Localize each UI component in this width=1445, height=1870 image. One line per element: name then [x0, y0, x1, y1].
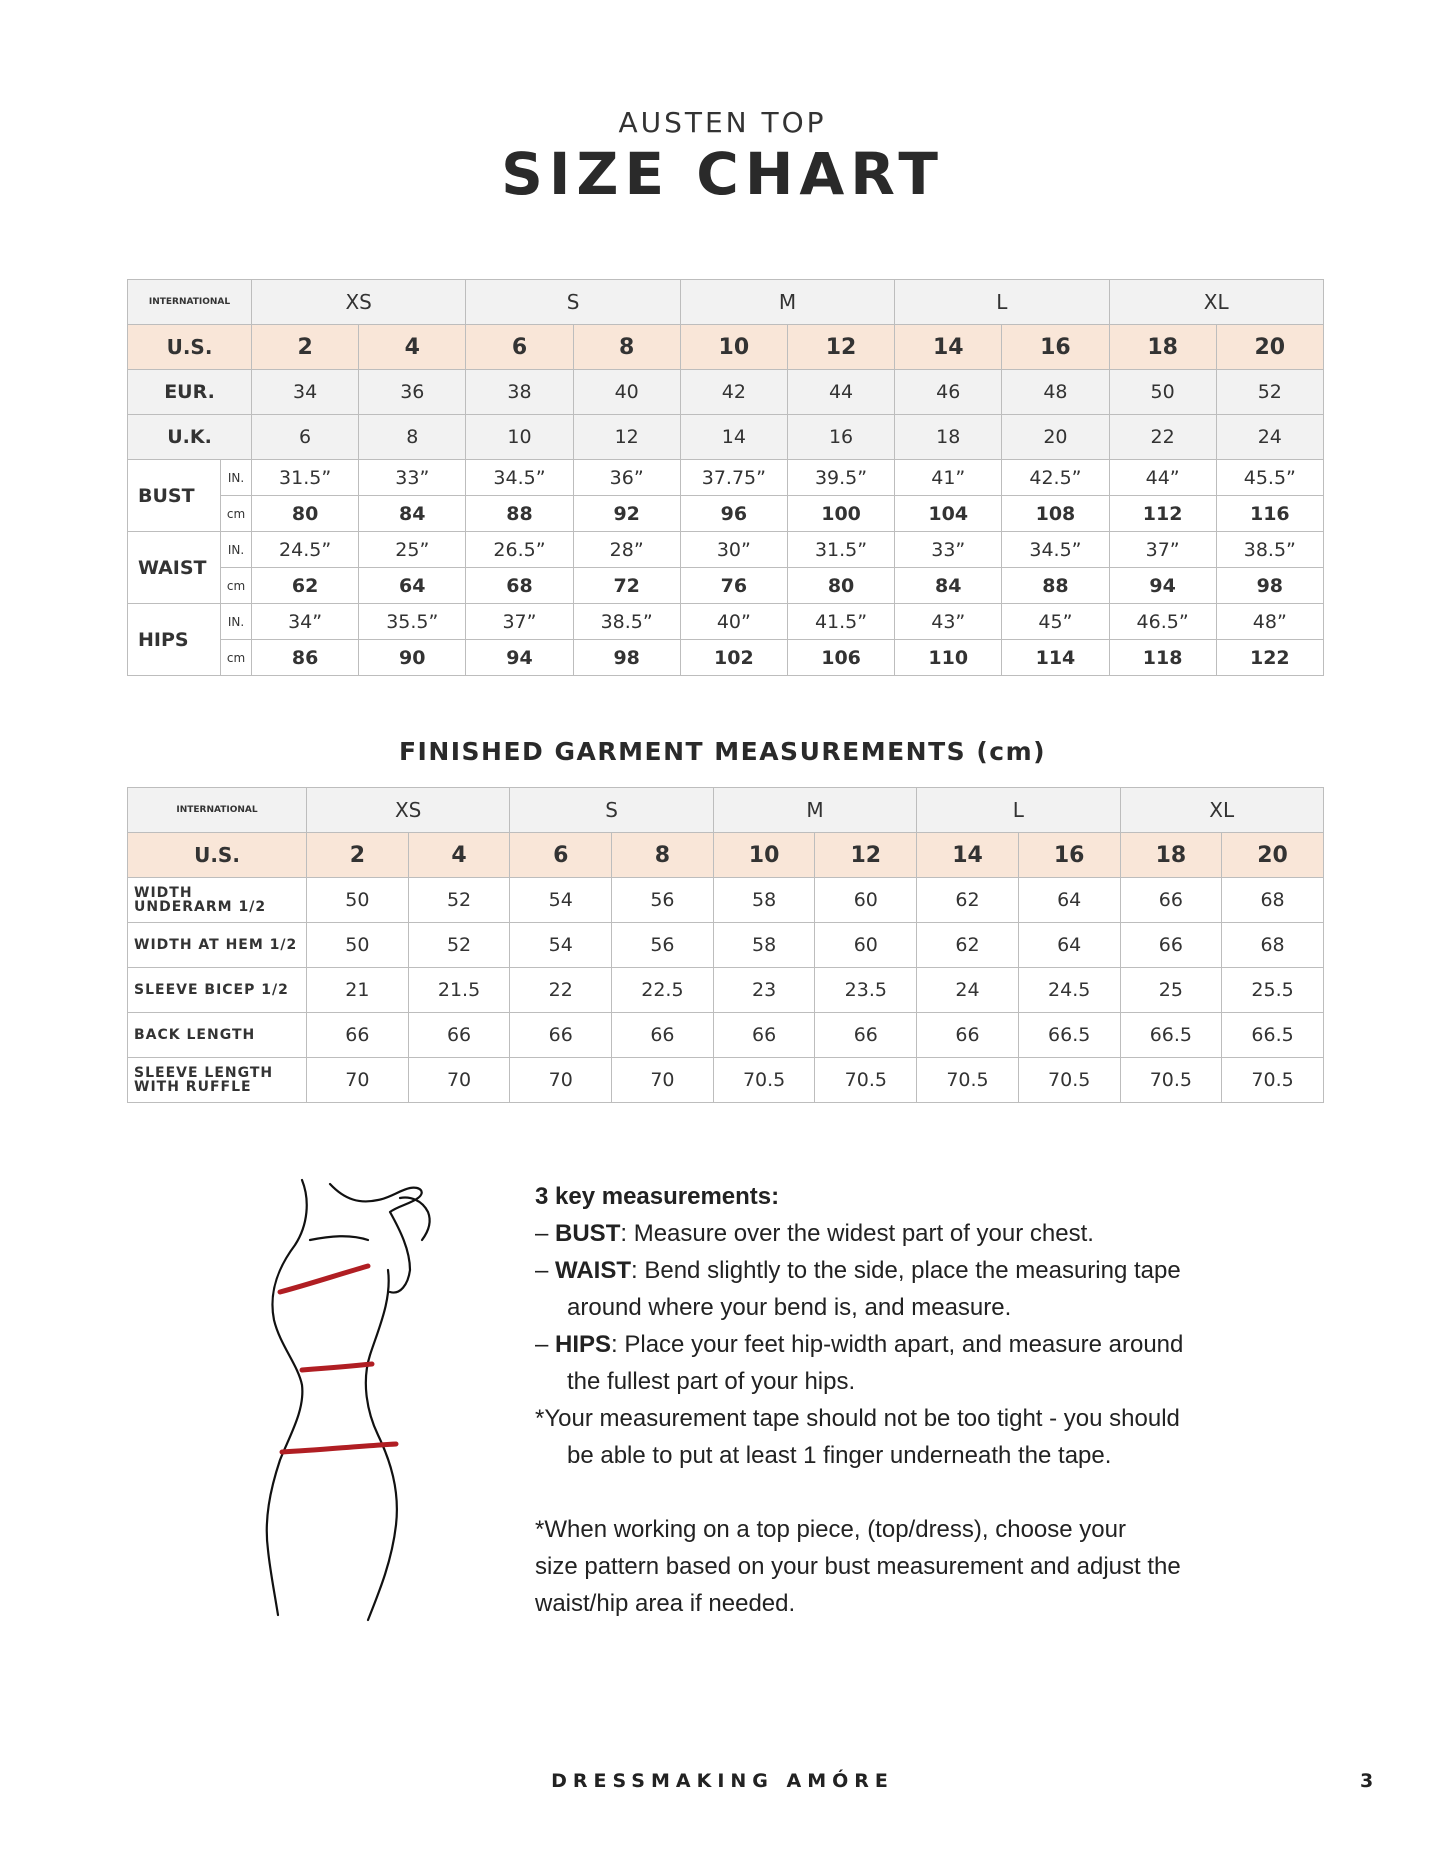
us-size-cell: 16 [1002, 325, 1109, 370]
international-row [128, 788, 1324, 833]
hips-cm-cell: 106 [787, 640, 894, 676]
waist-cm-cell: 88 [1002, 568, 1109, 604]
value-cell: 52 [408, 923, 510, 968]
us-size-cell: 20 [1222, 833, 1324, 878]
waist-in-cell: 31.5” [787, 532, 894, 568]
value-cell: 58 [713, 878, 815, 923]
us-size-cell: 16 [1018, 833, 1120, 878]
value-cell: 54 [510, 878, 612, 923]
value-cell: 56 [612, 878, 714, 923]
note-text: : Measure over the widest part of your chest. [620, 1220, 1094, 1247]
hips-in-cell: 45” [1002, 604, 1109, 640]
hips-in-cell: 41.5” [787, 604, 894, 640]
top-note-line-1: *When working on a top piece, (top/dress), choose your [535, 1516, 1126, 1543]
value-cell: 21.5 [408, 968, 510, 1013]
hips-in-cell: 40” [680, 604, 787, 640]
eur-size-cell: 36 [359, 370, 466, 415]
tape-note: *Your measurement tape should not be too tight - you should [535, 1405, 1180, 1432]
bust-cm-cell: 80 [252, 496, 359, 532]
row-label: WIDTH AT HEM 1/2 [128, 923, 307, 968]
intl-size-cell: S [466, 280, 680, 325]
waist-cm-cell: 76 [680, 568, 787, 604]
hips-cm-cell: 114 [1002, 640, 1109, 676]
hips-in-cell: 34” [252, 604, 359, 640]
eur-size-cell: 44 [787, 370, 894, 415]
uk-size-row [128, 415, 1324, 460]
hips-cm-cell: 102 [680, 640, 787, 676]
note-term: HIPS [555, 1331, 612, 1358]
back-length-row [128, 1013, 1324, 1058]
hips-cm-cell: 86 [252, 640, 359, 676]
hips-in-cell: 38.5” [573, 604, 680, 640]
note-text: : Place your feet hip-width apart, and measure around [611, 1331, 1184, 1358]
waist-in-cell: 26.5” [466, 532, 573, 568]
bust-cm-cell: 116 [1216, 496, 1323, 532]
bust-in-cell: 41” [895, 460, 1002, 496]
us-size-cell: 4 [408, 833, 510, 878]
waist-cm-cell: 80 [787, 568, 894, 604]
value-cell: 58 [713, 923, 815, 968]
value-cell: 21 [307, 968, 409, 1013]
us-size-row [128, 325, 1324, 370]
bust-cm-row [128, 496, 1324, 532]
figure-arm [330, 1184, 422, 1293]
waist-cm-cell: 72 [573, 568, 680, 604]
row-label: SLEEVE BICEP 1/2 [128, 968, 307, 1013]
eur-label: EUR. [128, 370, 252, 415]
international-label: INTERNATIONAL [128, 280, 252, 325]
waist-cm-cell: 62 [252, 568, 359, 604]
page-title: SIZE CHART [501, 140, 944, 208]
us-size-cell: 12 [815, 833, 917, 878]
value-cell: 66.5 [1018, 1013, 1120, 1058]
value-cell: 66 [713, 1013, 815, 1058]
width-underarm-row [128, 878, 1324, 923]
value-cell: 66 [1120, 878, 1222, 923]
hips-cm-cell: 110 [895, 640, 1002, 676]
note-hips [535, 1326, 1235, 1363]
uk-size-cell: 6 [252, 415, 359, 460]
uk-size-cell: 12 [573, 415, 680, 460]
value-cell: 70 [307, 1058, 409, 1103]
value-cell: 52 [408, 878, 510, 923]
sleeve-length-row [128, 1058, 1324, 1103]
value-cell: 60 [815, 923, 917, 968]
note-bust [535, 1215, 1235, 1252]
body-measurement-illustration [250, 1170, 480, 1640]
value-cell: 25.5 [1222, 968, 1324, 1013]
note-prefix: – [535, 1220, 556, 1247]
uk-size-cell: 14 [680, 415, 787, 460]
hips-in-cell: 35.5” [359, 604, 466, 640]
us-size-cell: 8 [612, 833, 714, 878]
bust-label: BUST [128, 460, 221, 532]
us-size-cell: 6 [466, 325, 573, 370]
intl-size-cell: L [917, 788, 1120, 833]
eur-size-cell: 34 [252, 370, 359, 415]
value-cell: 23 [713, 968, 815, 1013]
waist-in-cell: 28” [573, 532, 680, 568]
hips-cm-row [128, 640, 1324, 676]
intl-size-cell: M [713, 788, 916, 833]
value-cell: 22 [510, 968, 612, 1013]
intl-size-cell: XS [252, 280, 466, 325]
eur-size-cell: 52 [1216, 370, 1323, 415]
waist-in-row [128, 532, 1324, 568]
waist-tape-line [302, 1364, 372, 1370]
value-cell: 70.5 [815, 1058, 917, 1103]
size-chart-table [127, 279, 1324, 676]
us-size-cell: 2 [307, 833, 409, 878]
value-cell: 60 [815, 878, 917, 923]
note-waist-cont: around where your bend is, and measure. [567, 1294, 1012, 1321]
value-cell: 70 [408, 1058, 510, 1103]
row-label: WIDTH UNDERARM 1/2 [128, 878, 307, 923]
eur-size-cell: 50 [1109, 370, 1216, 415]
value-cell: 70.5 [1120, 1058, 1222, 1103]
hips-cm-cell: 98 [573, 640, 680, 676]
us-size-cell: 14 [895, 325, 1002, 370]
value-cell: 23.5 [815, 968, 917, 1013]
hips-cm-cell: 90 [359, 640, 466, 676]
value-cell: 22.5 [612, 968, 714, 1013]
garment-measurements-table [127, 787, 1324, 1103]
us-size-cell: 14 [917, 833, 1019, 878]
bust-in-cell: 37.75” [680, 460, 787, 496]
bust-in-cell: 31.5” [252, 460, 359, 496]
eur-size-cell: 40 [573, 370, 680, 415]
uk-size-cell: 10 [466, 415, 573, 460]
value-cell: 70.5 [917, 1058, 1019, 1103]
eur-size-cell: 42 [680, 370, 787, 415]
value-cell: 66 [408, 1013, 510, 1058]
hips-in-cell: 48” [1216, 604, 1323, 640]
bust-cm-cell: 88 [466, 496, 573, 532]
notes-heading: 3 key measurements: [535, 1183, 780, 1210]
unit-in-label: IN. [221, 460, 252, 496]
waist-cm-cell: 68 [466, 568, 573, 604]
note-text: : Bend slightly to the side, place the measuring tape [631, 1257, 1181, 1284]
value-cell: 68 [1222, 923, 1324, 968]
hips-in-row [128, 604, 1324, 640]
uk-size-cell: 18 [895, 415, 1002, 460]
value-cell: 64 [1018, 923, 1120, 968]
bust-cm-cell: 92 [573, 496, 680, 532]
uk-size-cell: 16 [787, 415, 894, 460]
value-cell: 24 [917, 968, 1019, 1013]
us-size-cell: 20 [1216, 325, 1323, 370]
note-prefix: – [535, 1331, 556, 1358]
us-size-row [128, 833, 1324, 878]
value-cell: 56 [612, 923, 714, 968]
us-size-cell: 4 [359, 325, 466, 370]
waist-in-cell: 33” [895, 532, 1002, 568]
waist-cm-cell: 98 [1216, 568, 1323, 604]
value-cell: 70 [612, 1058, 714, 1103]
top-note-line-2: size pattern based on your bust measurement and adjust the [535, 1553, 1181, 1580]
bust-cm-cell: 112 [1109, 496, 1216, 532]
us-size-cell: 10 [680, 325, 787, 370]
hips-in-cell: 37” [466, 604, 573, 640]
intl-size-cell: XS [307, 788, 510, 833]
bust-in-cell: 34.5” [466, 460, 573, 496]
bust-in-row [128, 460, 1324, 496]
waist-in-cell: 37” [1109, 532, 1216, 568]
waist-in-cell: 30” [680, 532, 787, 568]
intl-size-cell: M [680, 280, 894, 325]
value-cell: 66 [917, 1013, 1019, 1058]
waist-cm-row [128, 568, 1324, 604]
uk-size-cell: 8 [359, 415, 466, 460]
eur-size-cell: 46 [895, 370, 1002, 415]
footer-brand: DRESSMAKING AMÓRE [551, 1770, 894, 1792]
sleeve-bicep-row [128, 968, 1324, 1013]
note-term: BUST [555, 1220, 621, 1247]
unit-cm-label: cm [221, 568, 252, 604]
bust-in-cell: 42.5” [1002, 460, 1109, 496]
value-cell: 70 [510, 1058, 612, 1103]
garment-measurements-title: FINISHED GARMENT MEASUREMENTS (cm) [398, 737, 1047, 766]
unit-cm-label: cm [221, 640, 252, 676]
international-row [128, 280, 1324, 325]
value-cell: 66 [612, 1013, 714, 1058]
eur-size-cell: 38 [466, 370, 573, 415]
hips-label: HIPS [128, 604, 221, 676]
value-cell: 66 [510, 1013, 612, 1058]
value-cell: 66 [815, 1013, 917, 1058]
unit-in-label: IN. [221, 532, 252, 568]
value-cell: 70.5 [1018, 1058, 1120, 1103]
hips-cm-cell: 94 [466, 640, 573, 676]
top-note-line-3: waist/hip area if needed. [535, 1590, 796, 1617]
eur-size-cell: 48 [1002, 370, 1109, 415]
bust-in-cell: 45.5” [1216, 460, 1323, 496]
value-cell: 50 [307, 878, 409, 923]
us-label: U.S. [128, 325, 252, 370]
page-subtitle: AUSTEN TOP [618, 106, 827, 139]
us-size-cell: 18 [1109, 325, 1216, 370]
bust-in-cell: 44” [1109, 460, 1216, 496]
value-cell: 62 [917, 923, 1019, 968]
value-cell: 24.5 [1018, 968, 1120, 1013]
figure-left-contour [267, 1180, 307, 1615]
waist-in-cell: 34.5” [1002, 532, 1109, 568]
bust-cm-cell: 108 [1002, 496, 1109, 532]
figure-shoulder [310, 1236, 368, 1240]
eur-size-row [128, 370, 1324, 415]
waist-in-cell: 25” [359, 532, 466, 568]
bust-tape-line [280, 1266, 368, 1292]
us-size-cell: 2 [252, 325, 359, 370]
waist-in-cell: 24.5” [252, 532, 359, 568]
value-cell: 62 [917, 878, 1019, 923]
unit-cm-label: cm [221, 496, 252, 532]
us-size-cell: 18 [1120, 833, 1222, 878]
tape-note-cont: be able to put at least 1 finger underneath the tape. [567, 1442, 1112, 1469]
bust-cm-cell: 104 [895, 496, 1002, 532]
bust-cm-cell: 96 [680, 496, 787, 532]
note-hips-cont: the fullest part of your hips. [567, 1368, 856, 1395]
hips-cm-cell: 118 [1109, 640, 1216, 676]
uk-label: U.K. [128, 415, 252, 460]
note-waist [535, 1252, 1235, 1289]
us-size-cell: 12 [787, 325, 894, 370]
waist-cm-cell: 84 [895, 568, 1002, 604]
international-label: INTERNATIONAL [128, 788, 307, 833]
waist-in-cell: 38.5” [1216, 532, 1323, 568]
waist-label: WAIST [128, 532, 221, 604]
page-number: 3 [1360, 1770, 1374, 1792]
unit-in-label: IN. [221, 604, 252, 640]
value-cell: 64 [1018, 878, 1120, 923]
hips-in-cell: 43” [895, 604, 1002, 640]
value-cell: 66 [1120, 923, 1222, 968]
intl-size-cell: L [895, 280, 1109, 325]
value-cell: 66 [307, 1013, 409, 1058]
waist-cm-cell: 64 [359, 568, 466, 604]
bust-in-cell: 33” [359, 460, 466, 496]
value-cell: 70.5 [1222, 1058, 1324, 1103]
waist-cm-cell: 94 [1109, 568, 1216, 604]
width-at-hem-row [128, 923, 1324, 968]
bust-cm-cell: 100 [787, 496, 894, 532]
bust-in-cell: 39.5” [787, 460, 894, 496]
intl-size-cell: XL [1109, 280, 1323, 325]
note-prefix: – [535, 1257, 556, 1284]
uk-size-cell: 24 [1216, 415, 1323, 460]
us-label: U.S. [128, 833, 307, 878]
uk-size-cell: 20 [1002, 415, 1109, 460]
value-cell: 66.5 [1222, 1013, 1324, 1058]
row-label: SLEEVE LENGTH WITH RUFFLE [128, 1058, 307, 1103]
us-size-cell: 8 [573, 325, 680, 370]
value-cell: 66.5 [1120, 1013, 1222, 1058]
intl-size-cell: S [510, 788, 713, 833]
row-label: BACK LENGTH [128, 1013, 307, 1058]
measurement-notes [535, 1178, 1235, 1622]
value-cell: 68 [1222, 878, 1324, 923]
bust-in-cell: 36” [573, 460, 680, 496]
us-size-cell: 6 [510, 833, 612, 878]
value-cell: 25 [1120, 968, 1222, 1013]
us-size-cell: 10 [713, 833, 815, 878]
value-cell: 54 [510, 923, 612, 968]
hips-tape-line [282, 1444, 396, 1452]
note-term: WAIST [555, 1257, 632, 1284]
intl-size-cell: XL [1120, 788, 1323, 833]
value-cell: 70.5 [713, 1058, 815, 1103]
hips-cm-cell: 122 [1216, 640, 1323, 676]
uk-size-cell: 22 [1109, 415, 1216, 460]
bust-cm-cell: 84 [359, 496, 466, 532]
hips-in-cell: 46.5” [1109, 604, 1216, 640]
value-cell: 50 [307, 923, 409, 968]
